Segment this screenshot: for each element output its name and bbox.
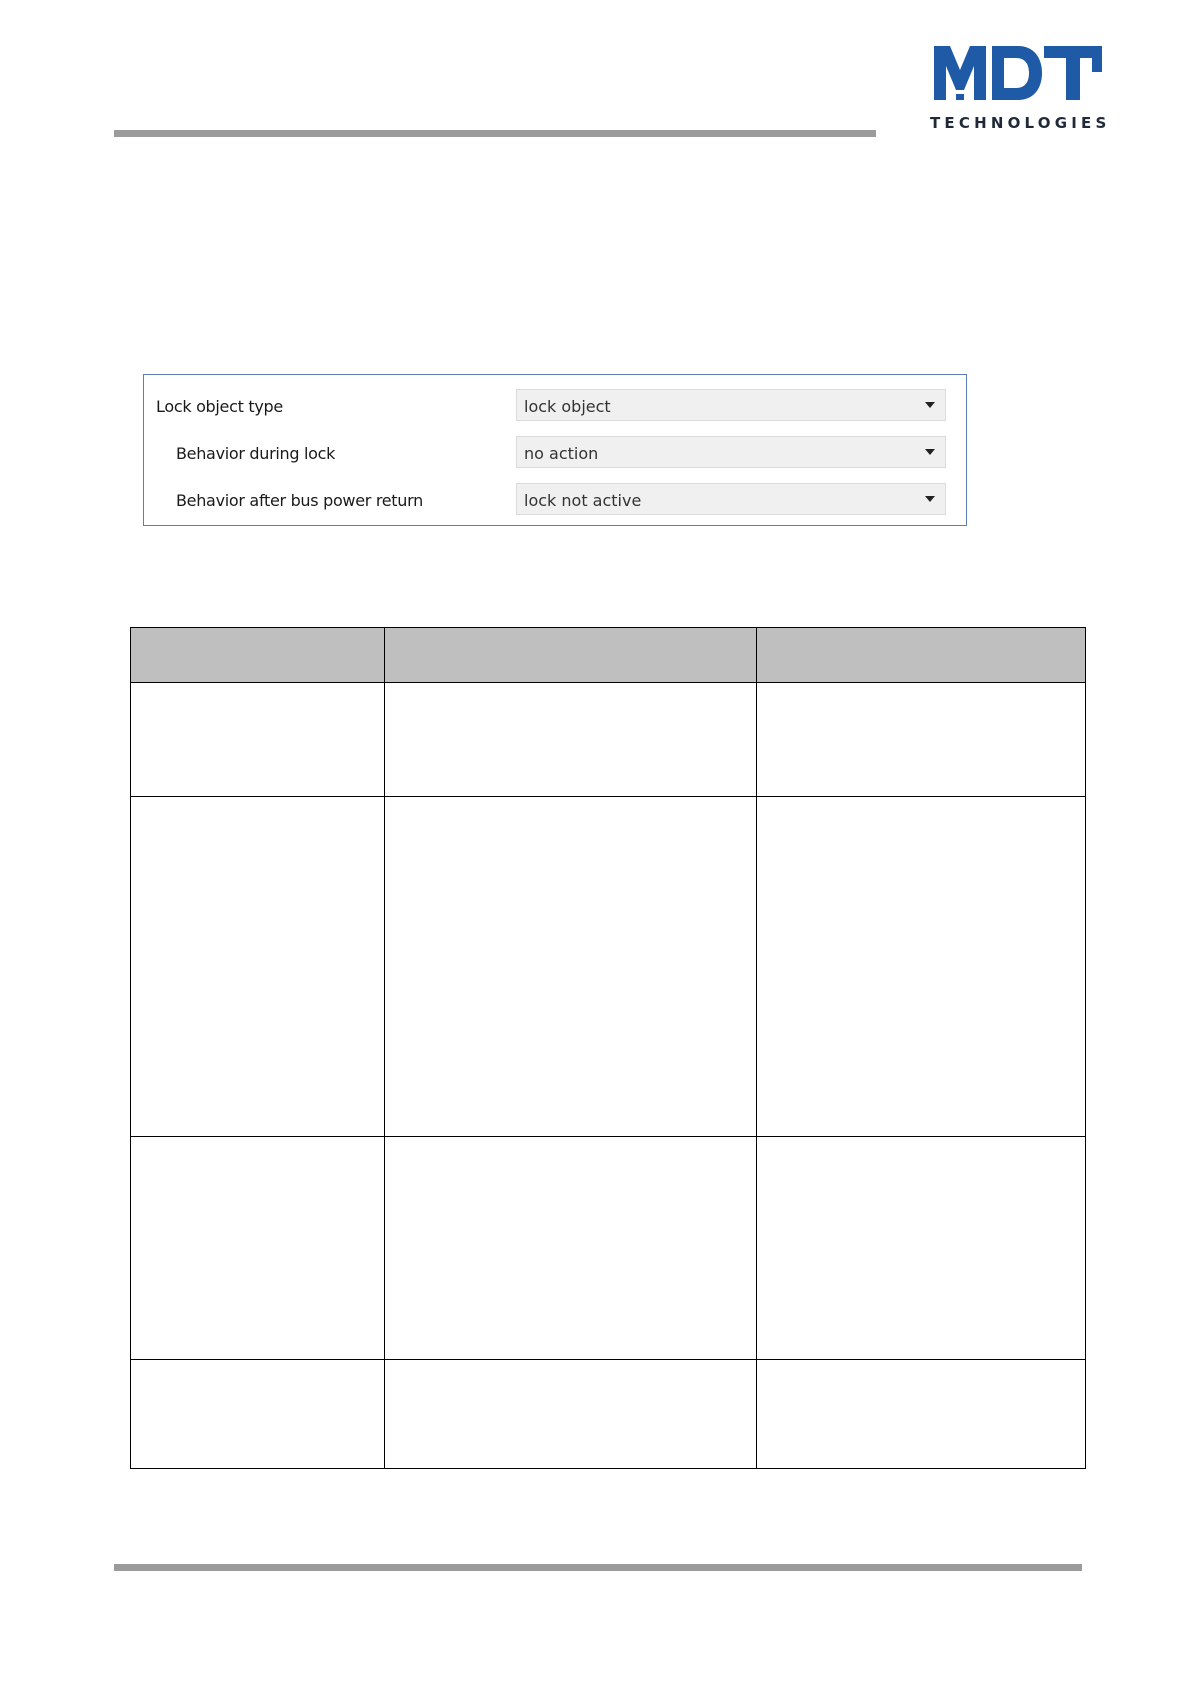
setting-label: Behavior after bus power return — [176, 491, 423, 510]
table-row — [131, 797, 1086, 1137]
behavior-during-lock-dropdown[interactable] — [516, 436, 946, 468]
setting-row-behavior-during-lock — [144, 436, 966, 470]
mdt-logo — [930, 44, 1111, 136]
caret-down-icon — [925, 402, 935, 408]
table-row — [131, 1360, 1086, 1469]
header-divider — [114, 130, 876, 137]
dropdown-value: no action — [524, 444, 599, 463]
table-cell — [131, 1360, 385, 1469]
table-header-cell — [385, 628, 757, 683]
table-header-row — [131, 628, 1086, 683]
setting-row-lock-object-type — [144, 389, 966, 423]
table-cell — [385, 797, 757, 1137]
table-cell — [385, 683, 757, 797]
table-header-cell — [757, 628, 1086, 683]
table-cell — [757, 683, 1086, 797]
setting-label: Lock object type — [156, 397, 283, 416]
dropdown-value: lock not active — [524, 491, 642, 510]
behavior-after-bus-power-return-dropdown[interactable] — [516, 483, 946, 515]
lock-object-type-dropdown[interactable] — [516, 389, 946, 421]
parameter-table — [130, 627, 1086, 1469]
table-row — [131, 683, 1086, 797]
table-row — [131, 1137, 1086, 1360]
table-cell — [757, 797, 1086, 1137]
table-cell — [131, 1137, 385, 1360]
table-cell — [385, 1137, 757, 1360]
table-cell — [757, 1137, 1086, 1360]
logo-tagline: TECHNOLOGIES — [930, 114, 1111, 132]
table-cell — [131, 683, 385, 797]
footer-divider — [114, 1564, 1082, 1571]
table-cell — [131, 797, 385, 1137]
setting-row-behavior-after-bus-power-return — [144, 483, 966, 517]
caret-down-icon — [925, 496, 935, 502]
dropdown-value: lock object — [524, 397, 611, 416]
table-cell — [385, 1360, 757, 1469]
caret-down-icon — [925, 449, 935, 455]
settings-panel — [143, 374, 967, 526]
table-cell — [757, 1360, 1086, 1469]
mdt-logo-mark — [930, 44, 1105, 104]
setting-label: Behavior during lock — [176, 444, 336, 463]
table-header-cell — [131, 628, 385, 683]
